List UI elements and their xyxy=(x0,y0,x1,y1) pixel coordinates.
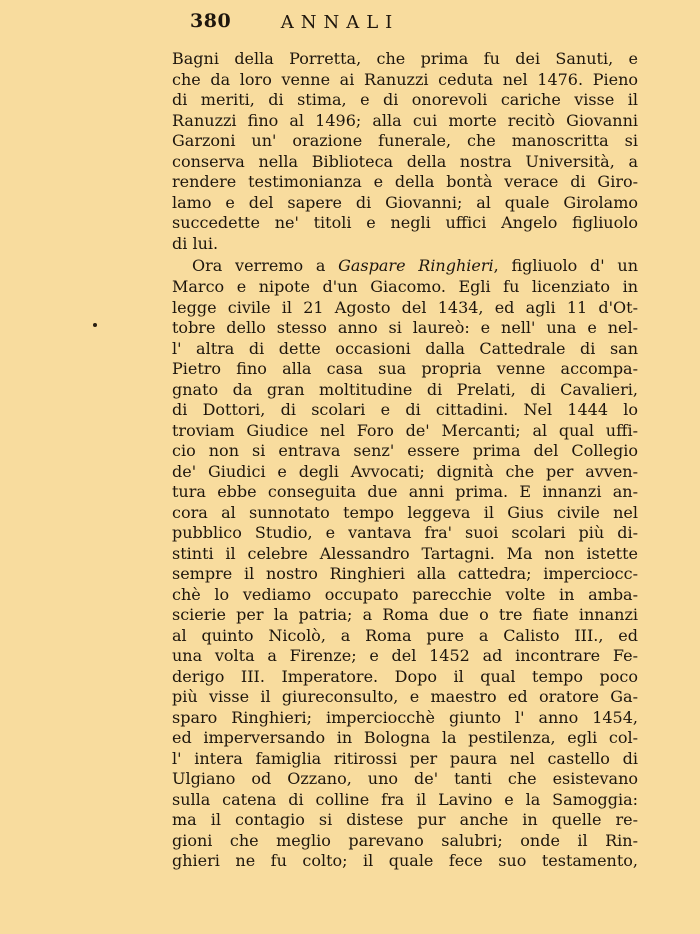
opening-text-continued: , figliuolo d' un xyxy=(493,256,638,275)
text-line: ed imperversando in Bologna la pestilenza, egli col- xyxy=(172,728,638,747)
text-line: stinti il celebre Alessandro Tartagni. Ma non istette xyxy=(172,543,638,563)
text-line: rendere testimonianza e della bontà verace di Giro- xyxy=(172,172,638,191)
text-line: sulla catena di colline fra il Lavino e la Samoggia: xyxy=(172,789,638,809)
text-line: Garzoni un' orazione funerale, che manoscritta si xyxy=(172,131,638,150)
text-line: l' intera famiglia ritirossi per paura nel castello di xyxy=(172,748,638,768)
text-line: una volta a Firenze; e del 1452 ad incontrare Fe- xyxy=(172,646,638,665)
text-line: pubblico Studio, e vantava fra' suoi scolari più di- xyxy=(172,523,638,542)
text-line: gioni che meglio parevano salubri; onde il Rin- xyxy=(172,830,638,850)
text-line: Bagni della Porretta, che prima fu dei Sanuti, e xyxy=(172,49,638,68)
person-name: Gaspare Ringhieri xyxy=(338,256,494,275)
page-number: 380 xyxy=(190,10,232,32)
text-line: sempre il nostro Ringhieri alla cattedra; imperciocc- xyxy=(172,564,638,583)
text-line: cora al sunnotato tempo leggeva il Gius civile nel xyxy=(172,502,638,522)
margin-mark xyxy=(93,323,97,327)
running-title: ANNALI xyxy=(280,12,400,33)
text-line: ma il contagio si distese pur anche in quelle re- xyxy=(172,810,638,829)
text-line: succedette ne' titoli e negli uffici Angelo figliuolo xyxy=(172,213,638,232)
text-line: che da loro venne ai Ranuzzi ceduta nel 1476. Pieno xyxy=(172,69,638,89)
text-line: conserva nella Biblioteca della nostra Università, a xyxy=(172,151,638,171)
text-line: al quinto Nicolò, a Roma pure a Calisto III., ed xyxy=(172,625,638,645)
text-line: di lui. xyxy=(172,233,219,253)
text-line: Ulgiano od Ozzano, uno de' tanti che esistevano xyxy=(172,769,638,788)
text-line: Ranuzzi fino al 1496; alla cui morte recitò Giovanni xyxy=(172,110,638,130)
page-header xyxy=(190,10,480,40)
text-line: derigo III. Imperatore. Dopo il qual tempo poco xyxy=(172,666,638,686)
text-line: più visse il giureconsulto, e maestro ed oratore Ga- xyxy=(172,687,638,706)
text-line: sparo Ringhieri; imperciocchè giunto l' anno 1454, xyxy=(172,707,638,727)
text-line: de' Giudici e degli Avvocati; dignità che per avven- xyxy=(172,461,638,481)
text-line: Pietro fino alla casa sua propria venne accompa- xyxy=(172,359,638,378)
text-line: tura ebbe conseguita due anni prima. E innanzi an- xyxy=(172,482,638,501)
opening-text: Ora verremo a xyxy=(192,256,339,275)
text-line: di Dottori, di scolari e di cittadini. Nel 1444 lo xyxy=(172,400,638,419)
text-line: troviam Giudice nel Foro de' Mercanti; al qual uffi- xyxy=(172,420,638,440)
text-line: scierie per la patria; a Roma due o tre fiate innanzi xyxy=(172,605,638,624)
text-line: tobre dello stesso anno si laureò: e nell' una e nel- xyxy=(172,318,638,337)
text-line: Marco e nipote d'un Giacomo. Egli fu licenziato in xyxy=(172,277,638,296)
text-line: cio non si entrava senz' essere prima del Collegio xyxy=(172,441,638,460)
text-line: di meriti, di stima, e di onorevoli cariche visse il xyxy=(172,90,638,109)
paragraph-opening-line xyxy=(172,254,638,277)
text-line: ghieri ne fu colto; il quale fece suo testamento, xyxy=(172,851,638,870)
text-line: chè lo vediamo occupato parecchie volte in amba- xyxy=(172,584,638,604)
text-line: lamo e del sapere di Giovanni; al quale Girolamo xyxy=(172,192,638,212)
body-text xyxy=(172,49,638,872)
text-line: l' altra di dette occasioni dalla Cattedrale di san xyxy=(172,338,638,358)
text-line: gnato da gran moltitudine di Prelati, di Cavalieri, xyxy=(172,379,638,399)
text-line: legge civile il 21 Agosto del 1434, ed agli 11 d'Ot- xyxy=(172,297,638,317)
